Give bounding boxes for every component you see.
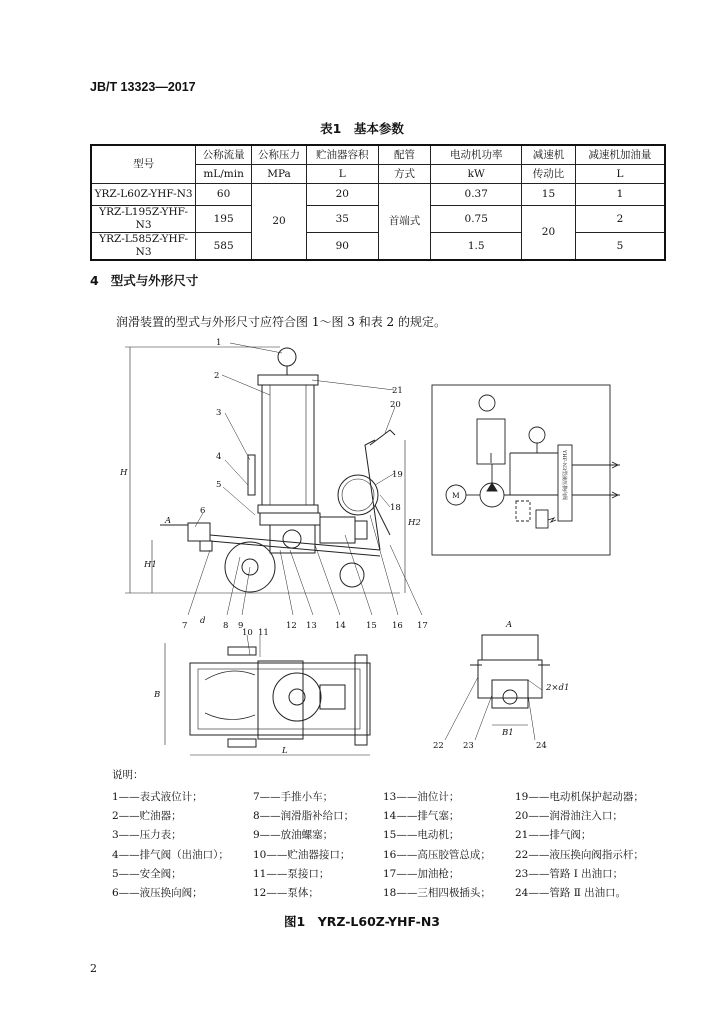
legend-item: 13——油位计；	[383, 791, 460, 803]
cell-piping: 首端式	[378, 184, 431, 261]
legend-item: 1——表式液位计；	[112, 791, 203, 803]
legend-item: 16——高压胶管总成；	[383, 848, 491, 861]
callout-24: 24	[536, 741, 547, 751]
valve-label: YHF-N3型液压换向阀	[561, 450, 567, 501]
unit-ratio: 传动比	[522, 165, 576, 184]
motor-label: M	[452, 491, 460, 500]
header-pressure: 公称压力	[252, 145, 307, 165]
header-flow: 公称流量	[196, 145, 252, 165]
cell-oil: 2	[575, 206, 665, 233]
callout-10: 10	[242, 628, 253, 638]
hydraulic-schematic	[432, 385, 620, 555]
pump-body-shape	[270, 525, 315, 553]
standard-code: JB/T 13323—2017	[90, 80, 196, 94]
table-row	[91, 206, 665, 233]
callout-16: 16	[392, 621, 403, 631]
top-view	[165, 635, 370, 755]
cell-power: 0.75	[431, 206, 522, 233]
legend-item: 20——润滑油注入口；	[515, 810, 623, 823]
cell-ratio: 20	[522, 206, 576, 261]
intro-paragraph: 润滑装置的型式与外形尺寸应符合图 1～图 3 和表 2 的规定。	[116, 315, 446, 329]
legend-item: 5——安全阀；	[112, 867, 182, 880]
callout-22: 22	[433, 741, 444, 751]
page-number: 2	[90, 962, 97, 975]
side-view-a	[445, 635, 550, 740]
view-a-label: A	[506, 620, 513, 630]
cell-oil: 1	[575, 184, 665, 206]
cell-reservoir: 90	[306, 233, 378, 261]
gauge-icon	[529, 427, 545, 443]
cell-power: 0.37	[431, 184, 522, 206]
callout-5: 5	[216, 480, 222, 490]
callout-7: 7	[182, 621, 188, 631]
front-view	[125, 343, 422, 615]
callout-15: 15	[366, 621, 377, 631]
dim-a: A	[165, 516, 172, 526]
legend-item: 21——排气阀；	[515, 829, 592, 842]
gauge-icon	[278, 348, 296, 366]
legend-item: 6——液压换向阀；	[112, 887, 203, 899]
dim-h1: H1	[144, 560, 157, 570]
cell-ratio: 15	[522, 184, 576, 206]
cell-model: YRZ-L60Z-YHF-N3	[91, 184, 196, 206]
header-ratio: 减速机	[522, 145, 576, 165]
legend-item: 10——贮油器接口；	[253, 848, 351, 861]
section-title: 型式与外形尺寸	[110, 273, 199, 288]
callout-4: 4	[216, 452, 222, 462]
callout-2: 2	[214, 371, 220, 381]
dim-h: H	[120, 468, 128, 478]
callout-8: 8	[223, 621, 229, 631]
legend-item: 14——排气塞；	[383, 810, 460, 823]
gauge-icon	[479, 395, 495, 411]
callout-18: 18	[390, 503, 401, 513]
table-row	[91, 184, 665, 206]
legend-heading: 说明：	[112, 769, 144, 781]
legend-item: 15——电动机；	[383, 829, 460, 842]
legend-item: 18——三相四极插头；	[383, 887, 491, 899]
legend-item: 3——压力表；	[112, 829, 182, 842]
legend-item: 9——放油螺塞；	[253, 829, 334, 842]
legend-item: 2——贮油器；	[112, 810, 182, 823]
table-row	[91, 233, 665, 261]
section-heading	[90, 271, 198, 289]
unit-reservoir: L	[306, 165, 378, 184]
header-piping: 配管	[378, 145, 431, 165]
callout-12: 12	[286, 621, 297, 631]
dim-h2: H2	[408, 518, 421, 528]
cell-reservoir: 35	[306, 206, 378, 233]
section-number: 4	[90, 273, 99, 288]
dim-l: L	[282, 746, 288, 756]
cell-model: YRZ-L585Z-YHF-N3	[91, 233, 196, 261]
callout-21: 21	[392, 386, 403, 396]
header-power: 电动机功率	[431, 145, 522, 165]
callout-17: 17	[417, 621, 428, 631]
dim-b: B	[154, 690, 161, 700]
cell-power: 1.5	[431, 233, 522, 261]
technical-drawing	[90, 335, 640, 760]
dim-b1: B1	[502, 728, 514, 738]
cell-reservoir: 20	[306, 184, 378, 206]
callout-20: 20	[390, 400, 401, 410]
figure-caption: 图1 YRZ-L60Z-YHF-N3	[284, 914, 440, 929]
callout-11: 11	[258, 628, 269, 638]
legend-item: 12——泵体；	[253, 887, 319, 899]
cell-flow: 60	[196, 184, 252, 206]
unit-power: kW	[431, 165, 522, 184]
header-model: 型号	[91, 145, 196, 184]
header-oil: 减速机加油量	[575, 145, 665, 165]
callout-9: 9	[238, 621, 244, 631]
legend-item: 19——电动机保护起动器；	[515, 791, 644, 803]
cell-model: YRZ-L195Z-YHF-N3	[91, 206, 196, 233]
parameters-table	[90, 144, 666, 261]
callout-6: 6	[200, 506, 206, 516]
callout-14: 14	[335, 621, 346, 631]
callout-3: 3	[216, 408, 222, 418]
dim-d: d	[200, 616, 206, 626]
unit-flow: mL/min	[196, 165, 252, 184]
cell-pressure: 20	[252, 184, 307, 261]
callout-19: 19	[392, 470, 403, 480]
cell-flow: 195	[196, 206, 252, 233]
legend-item: 8——润滑脂补给口；	[253, 810, 355, 823]
legend-item: 7——手推小车；	[253, 791, 334, 803]
callout-13: 13	[306, 621, 317, 631]
unit-oil: L	[575, 165, 665, 184]
legend-item: 17——加油枪；	[383, 867, 460, 880]
callout-23: 23	[463, 741, 474, 751]
table-title: 表1 基本参数	[320, 121, 404, 136]
legend-item: 4——排气阀（出油口）；	[112, 848, 229, 861]
callout-1: 1	[216, 338, 222, 348]
cell-flow: 585	[196, 233, 252, 261]
cell-oil: 5	[575, 233, 665, 261]
legend-item: 22——液压换向阀指示杆；	[515, 848, 644, 861]
unit-pressure: MPa	[252, 165, 307, 184]
header-reservoir: 贮油器容积	[306, 145, 378, 165]
legend-item: 24——管路 Ⅱ 出油口。	[515, 887, 627, 899]
legend-item: 11——泵接口；	[253, 867, 330, 880]
legend-item: 23——管路 Ⅰ 出油口；	[515, 867, 624, 880]
unit-piping: 方式	[378, 165, 431, 184]
dim-2xd1: 2×d1	[546, 683, 570, 693]
